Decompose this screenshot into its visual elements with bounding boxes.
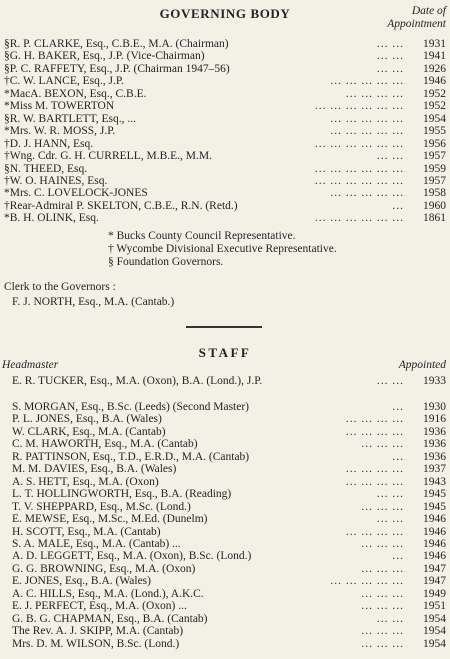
staff-row-year: 1954	[423, 637, 446, 650]
staff-row	[0, 488, 450, 500]
governor-row	[0, 187, 450, 199]
governor-row-leader-dots: ... ...	[376, 38, 404, 50]
governor-row	[0, 50, 450, 62]
governor-row-leader-dots: ... ...	[376, 62, 404, 75]
staff-row	[0, 550, 450, 562]
governor-row-leader-dots: ... ... ... ...	[345, 87, 404, 100]
staff-row-year: 1946	[423, 537, 446, 550]
governor-row-name: *MacA. BEXON, Esq., C.B.E.	[4, 87, 147, 100]
staff-row-leader-dots: ... ... ...	[361, 587, 404, 600]
governor-row-name: †D. J. HANN, Esq.	[4, 137, 94, 150]
governor-row-name: *Mrs. C. LOVELOCK-JONES	[4, 187, 148, 200]
staff-row-year: 1947	[423, 562, 446, 575]
headmaster-year: 1933	[423, 375, 446, 387]
staff-row-leader-dots: ... ... ... ...	[345, 475, 404, 488]
governor-row	[0, 138, 450, 150]
staff-row	[0, 613, 450, 625]
governor-row	[0, 200, 450, 212]
governor-row-name: †C. W. LANCE, Esq., J.P.	[4, 75, 124, 88]
staff-row-leader-dots: ... ...	[376, 488, 404, 501]
staff-row	[0, 501, 450, 513]
governor-row-name: †W. O. HAINES, Esq.	[4, 174, 108, 187]
staff-row-leader-dots: ... ...	[376, 612, 404, 625]
clerk-label: Clerk to the Governors :	[4, 281, 116, 293]
key-divisional-executive: † Wycombe Divisional Executive Representative.	[108, 242, 337, 255]
governor-row	[0, 100, 450, 112]
governor-row	[0, 88, 450, 100]
governor-row-name: §G. H. BAKER, Esq., J.P. (Vice-Chairman)	[4, 50, 205, 63]
governor-row-year: 1960	[423, 199, 446, 212]
staff-row-name: W. CLARK, Esq., M.A. (Cantab)	[12, 425, 166, 438]
staff-row-name: G. G. BROWNING, Esq., M.A. (Oxon)	[12, 562, 196, 575]
governor-row-year: 1861	[423, 212, 446, 225]
staff-row-year: 1937	[423, 463, 446, 476]
staff-row-year: 1943	[423, 475, 446, 488]
staff-row	[0, 600, 450, 612]
staff-row-year: 1946	[423, 550, 446, 563]
staff-row-leader-dots: ... ... ...	[361, 562, 404, 575]
headmaster-row	[0, 375, 450, 387]
staff-row-year: 1946	[423, 525, 446, 538]
staff-row-leader-dots: ... ... ...	[361, 500, 404, 513]
governor-row-year: 1958	[423, 187, 446, 200]
staff-row-year: 1949	[423, 587, 446, 600]
governor-row-year: 1957	[423, 150, 446, 163]
staff-row-name: A. D. LEGGETT, Esq., M.A. (Oxon), B.Sc. (Lond.)	[12, 550, 252, 563]
staff-row-name: S. MORGAN, Esq., B.Sc. (Leeds) (Second Master)	[12, 401, 249, 413]
governor-row-year: 1926	[423, 62, 446, 75]
staff-row-leader-dots: ... ... ... ...	[345, 425, 404, 438]
staff-row-leader-dots: ...	[392, 550, 404, 563]
staff-row	[0, 413, 450, 425]
staff-row-leader-dots: ... ... ...	[361, 625, 404, 638]
staff-row	[0, 625, 450, 637]
staff-row-leader-dots: ... ... ...	[361, 637, 404, 650]
clerk-name: F. J. NORTH, Esq., M.A. (Cantab.)	[12, 296, 175, 308]
governor-row-name: §R. P. CLARKE, Esq., C.B.E., M.A. (Chairman)	[4, 38, 229, 50]
governor-row	[0, 175, 450, 187]
governor-row-leader-dots: ... ... ... ... ... ...	[314, 174, 404, 187]
section-divider	[186, 326, 262, 328]
governor-row-leader-dots: ... ... ... ... ...	[330, 187, 404, 200]
staff-row	[0, 563, 450, 575]
governor-row	[0, 63, 450, 75]
staff-row-name: H. SCOTT, Esq., M.A. (Cantab)	[12, 525, 161, 538]
governing-body-title: GOVERNING BODY	[159, 6, 291, 21]
staff-row	[0, 575, 450, 587]
staff-row-name: G. B. G. CHAPMAN, Esq., B.A. (Cantab)	[12, 612, 208, 625]
governor-row-year: 1956	[423, 137, 446, 150]
governor-row-leader-dots: ... ... ... ... ... ...	[314, 137, 404, 150]
representation-key	[108, 230, 337, 268]
governor-row-name: †Wng. Cdr. G. H. CURRELL, M.B.E., M.M.	[4, 150, 212, 163]
governor-row-leader-dots: ... ...	[376, 150, 404, 163]
staff-row-name: A. S. HETT, Esq., M.A. (Oxon)	[12, 475, 159, 488]
staff-row	[0, 401, 450, 413]
staff-row-leader-dots: ... ... ...	[361, 600, 404, 613]
appointed-header: Appointed	[398, 359, 446, 371]
staff-row-leader-dots: ... ... ... ...	[345, 413, 404, 426]
governor-row-leader-dots: ... ... ... ... ... ...	[314, 212, 404, 225]
staff-row	[0, 588, 450, 600]
staff-row-leader-dots: ... ... ...	[361, 438, 404, 451]
governor-row-name: §N. THEED, Esq.	[4, 162, 88, 175]
staff-row-leader-dots: ... ... ... ...	[345, 525, 404, 538]
governor-row	[0, 113, 450, 125]
staff-title: STAFF	[198, 345, 252, 360]
staff-row-name: P. L. JONES, Esq., B.A. (Wales)	[12, 413, 162, 426]
date-of-appointment-header: Date of Appointment	[387, 5, 446, 30]
staff-row-name: A. C. HILLS, Esq., M.A. (Lond.), A.K.C.	[12, 587, 204, 600]
governor-row	[0, 212, 450, 224]
governor-row-leader-dots: ... ... ... ... ... ...	[314, 162, 404, 175]
governor-row-year: 1952	[423, 100, 446, 113]
governor-row	[0, 75, 450, 87]
staff-row	[0, 426, 450, 438]
governor-row-leader-dots: ...	[392, 199, 404, 212]
staff-row	[0, 476, 450, 488]
staff-row-leader-dots: ... ... ... ...	[345, 463, 404, 476]
staff-row-year: 1936	[423, 438, 446, 451]
governor-row	[0, 150, 450, 162]
key-county-council: * Bucks County Council Representative.	[108, 230, 296, 242]
staff-row	[0, 538, 450, 550]
staff-row-leader-dots: ...	[392, 401, 404, 413]
staff-row-year: 1916	[423, 413, 446, 426]
governor-row-year: 1955	[423, 125, 446, 138]
governor-row-leader-dots: ... ... ... ... ...	[330, 125, 404, 138]
staff-row-name: E. MEWSE, Esq., M.Sc., M.Ed. (Dunelm)	[12, 513, 208, 526]
staff-row-year: 1936	[423, 425, 446, 438]
governor-row-leader-dots: ... ...	[376, 50, 404, 63]
staff-row	[0, 438, 450, 450]
staff-row-name: E. JONES, Esq., B.A. (Wales)	[12, 575, 151, 588]
governor-row-name: §P. C. RAFFETY, Esq., J.P. (Chairman 1947–56)	[4, 62, 230, 75]
governor-row-year: 1954	[423, 112, 446, 125]
staff-row-year: 1954	[423, 612, 446, 625]
governor-row-year: 1941	[423, 50, 446, 63]
governor-row-year: 1957	[423, 174, 446, 187]
staff-row	[0, 463, 450, 475]
staff-row-year: 1936	[423, 450, 446, 463]
governor-row	[0, 125, 450, 137]
governor-row-name: *Mrs. W. R. MOSS, J.P.	[4, 125, 116, 138]
staff-row-year: 1954	[423, 625, 446, 638]
staff-row-name: C. M. HAWORTH, Esq., M.A. (Cantab)	[12, 438, 198, 451]
staff-row-name: L. T. HOLLINGWORTH, Esq., B.A. (Reading)	[12, 488, 232, 501]
staff-row	[0, 451, 450, 463]
staff-row-name: E. J. PERFECT, Esq., M.A. (Oxon) ...	[12, 600, 187, 613]
governor-row-name: §R. W. BARTLETT, Esq., ...	[4, 112, 136, 125]
staff-row-year: 1945	[423, 500, 446, 513]
staff-row-leader-dots: ... ... ... ... ...	[330, 575, 404, 588]
headmaster-name: E. R. TUCKER, Esq., M.A. (Oxon), B.A. (Lond.), J.P.	[12, 375, 263, 387]
governor-row-year: 1946	[423, 75, 446, 88]
staff-row-leader-dots: ... ...	[376, 513, 404, 526]
governor-row	[0, 163, 450, 175]
governor-row-year: 1952	[423, 87, 446, 100]
staff-row-name: R. PATTINSON, Esq., T.D., E.R.D., M.A. (Cantab)	[12, 450, 250, 463]
staff-row-name: S. A. MALE, Esq., M.A. (Cantab) ...	[12, 537, 181, 550]
governor-row-name: *B. H. OLINK, Esq.	[4, 212, 99, 225]
staff-row-year: 1946	[423, 513, 446, 526]
staff-row-name: The Rev. A. J. SKIPP, M.A. (Cantab)	[12, 625, 184, 638]
staff-row	[0, 526, 450, 538]
staff-row-year: 1930	[423, 401, 446, 413]
staff-row-name: Mrs. D. M. WILSON, B.Sc. (Lond.)	[12, 637, 180, 650]
staff-row	[0, 638, 450, 650]
governor-row-name: *Miss M. TOWERTON	[4, 100, 115, 113]
governor-row-year: 1931	[423, 38, 446, 50]
governor-row-leader-dots: ... ... ... ... ... ...	[314, 100, 404, 113]
key-foundation-governors: § Foundation Governors.	[108, 255, 224, 268]
staff-row-year: 1945	[423, 488, 446, 501]
governor-row	[0, 38, 450, 50]
staff-row-leader-dots: ...	[392, 450, 404, 463]
staff-row	[0, 513, 450, 525]
staff-row-name: T. V. SHEPPARD, Esq., M.Sc. (Lond.)	[12, 500, 191, 513]
headmaster-leader-dots: ... ...	[376, 375, 404, 387]
staff-row-year: 1951	[423, 600, 446, 613]
governor-row-leader-dots: ... ... ... ... ...	[330, 75, 404, 88]
staff-row-year: 1947	[423, 575, 446, 588]
headmaster-label: Headmaster	[2, 359, 59, 371]
staff-row-leader-dots: ... ... ...	[361, 537, 404, 550]
governor-row-year: 1959	[423, 162, 446, 175]
governor-row-leader-dots: ... ... ... ... ...	[330, 112, 404, 125]
staff-row-name: M. M. DAVIES, Esq., B.A. (Wales)	[12, 463, 177, 476]
governor-row-name: †Rear-Admiral P. SKELTON, C.B.E., R.N. (Retd.)	[4, 199, 238, 212]
